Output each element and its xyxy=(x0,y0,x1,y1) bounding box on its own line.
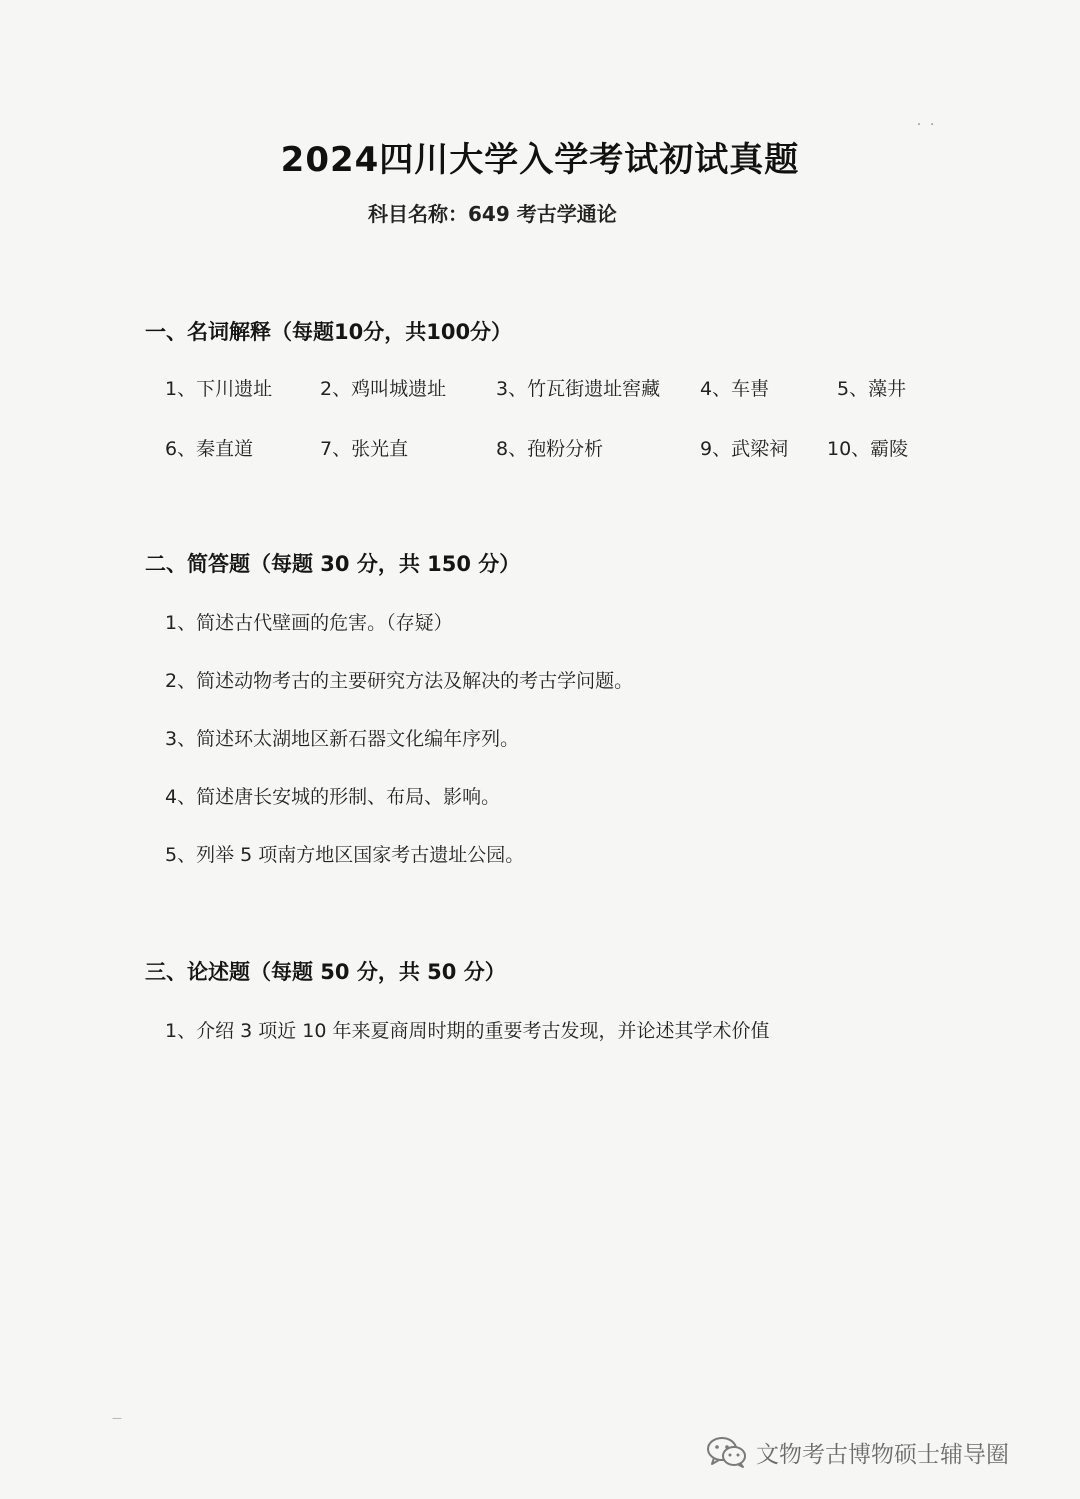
term-item: 5、藻井 xyxy=(837,378,907,400)
question-item: 1、介绍 3 项近 10 年来夏商周时期的重要考古发现，并论述其学术价值 xyxy=(165,1020,770,1042)
scan-mark-bottom: — xyxy=(112,1413,122,1424)
term-item: 4、车軎 xyxy=(700,378,770,400)
question-item: 1、简述古代壁画的危害。（存疑） xyxy=(165,612,453,634)
term-item: 1、下川遗址 xyxy=(165,378,273,400)
question-item: 3、简述环太湖地区新石器文化编年序列。 xyxy=(165,728,520,750)
term-item: 3、竹瓦街遗址窖藏 xyxy=(496,378,661,400)
term-item: 2、鸡叫城遗址 xyxy=(320,378,447,400)
term-item: 7、张光直 xyxy=(320,438,409,460)
subject-name: 科目名称：649 考古学通论 xyxy=(368,202,617,226)
question-item: 5、列举 5 项南方地区国家考古遗址公园。 xyxy=(165,844,525,866)
section-2-heading: 二、简答题（每题 30 分，共 150 分） xyxy=(145,552,521,576)
question-item: 4、简述唐长安城的形制、布局、影响。 xyxy=(165,786,501,808)
question-item: 2、简述动物考古的主要研究方法及解决的考古学问题。 xyxy=(165,670,634,692)
term-item: 6、秦直道 xyxy=(165,438,254,460)
term-item: 9、武梁祠 xyxy=(700,438,789,460)
term-item: 8、孢粉分析 xyxy=(496,438,604,460)
wechat-icon xyxy=(706,1435,748,1469)
section-3-heading: 三、论述题（每题 50 分，共 50 分） xyxy=(145,960,506,984)
page-title: 2024四川大学入学考试初试真题 xyxy=(280,140,800,180)
watermark-text: 文物考古博物硕士辅导圈 xyxy=(756,1441,1009,1468)
term-item: 10、霸陵 xyxy=(827,438,909,460)
scan-mark-top: ・ ・ xyxy=(914,120,938,131)
watermark xyxy=(706,1432,1009,1472)
section-1-heading: 一、名词解释（每题10分，共100分） xyxy=(145,320,513,344)
